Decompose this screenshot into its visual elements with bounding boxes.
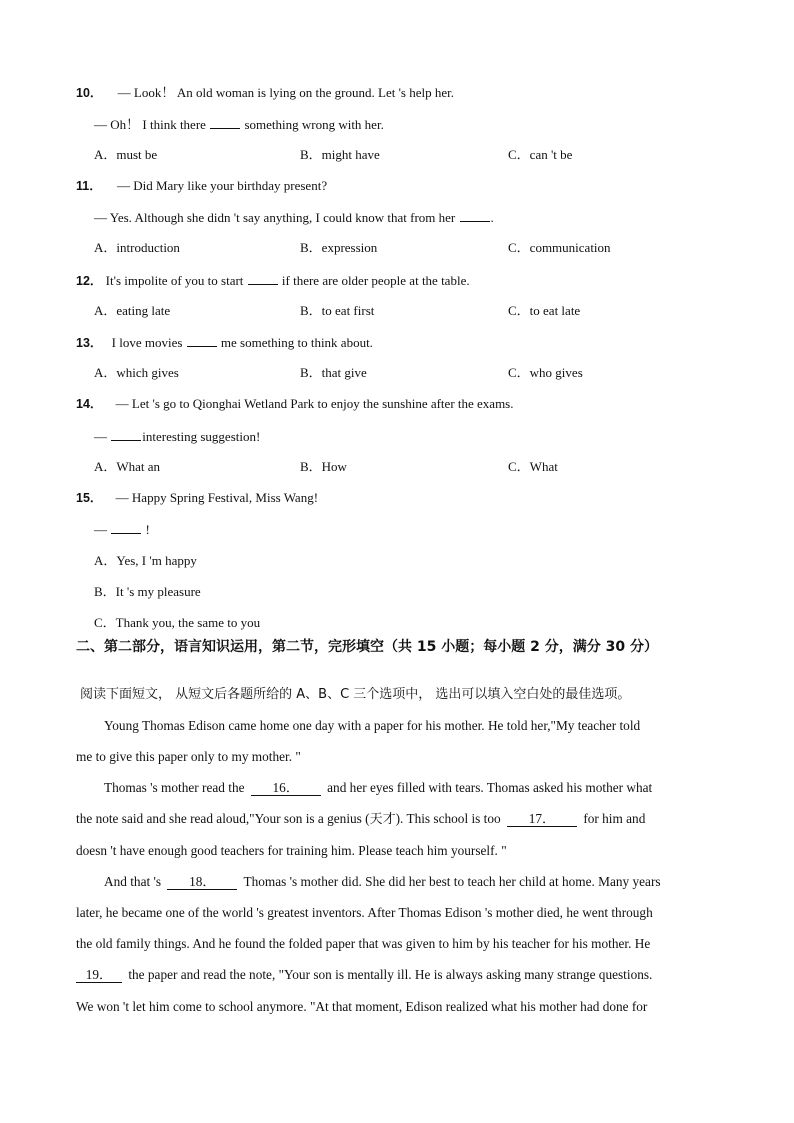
option-c: C．Thank you, the same to you (94, 615, 261, 630)
answer-blank (460, 209, 490, 222)
answer-blank (111, 521, 141, 534)
question-number: 14． (76, 397, 103, 411)
question-number: 13． (76, 336, 103, 350)
option-a: A．What an (94, 459, 161, 474)
cloze-blank-16: 16． (251, 781, 321, 796)
question-10-response: — Oh！ I think there something wrong with her. (94, 117, 384, 132)
question-number: 11． (76, 179, 102, 193)
option-b: B．might have (300, 147, 380, 162)
answer-blank (187, 334, 217, 347)
option-a: A．Yes, I 'm happy (94, 553, 197, 568)
option-a: A．which gives (94, 365, 179, 380)
passage-line: the old family things. And he found the folded paper that was given to him by his teacher for his mother. He (76, 936, 651, 951)
answer-blank (248, 272, 278, 285)
cloze-blank-19: 19． (76, 968, 122, 983)
option-b: B．It 's my pleasure (94, 584, 201, 599)
question-10-stem: 10． — Look！ An old woman is lying on the ground. Let 's help her. (76, 85, 454, 100)
answer-blank (210, 116, 240, 129)
question-13-stem: 13． I love movies me something to think about. (76, 335, 373, 350)
option-c: C．can 't be (508, 147, 573, 162)
passage-line: We won 't let him come to school anymore. "At that moment, Edison realized what his mother had done for (76, 999, 648, 1014)
question-number: 12． (76, 274, 103, 288)
passage-line: me to give this paper only to my mother. " (76, 749, 301, 764)
passage-line: 19． the paper and read the note, "Your son is mentally ill. He is always asking many strange questions. (76, 967, 652, 983)
option-c: C．What (508, 459, 558, 474)
option-a: A．eating late (94, 303, 171, 318)
cloze-blank-17: 17． (507, 812, 577, 827)
passage-line: later, he became one of the world 's greatest inventors. After Thomas Edison 's mother died, he went through (76, 905, 653, 920)
question-number: 10． (76, 86, 103, 100)
option-c: C．to eat late (508, 303, 581, 318)
passage-line: And that 's 18． Thomas 's mother did. She did her best to teach her child at home. Many years (104, 874, 661, 889)
section-heading: 二、第二部分，语言知识运用，第二节，完形填空（共 15 小题；每小题 2 分，满分 30 分） (76, 639, 658, 655)
question-14-response: — interesting suggestion! (94, 429, 261, 444)
option-b: B．How (300, 459, 347, 474)
passage-line: Thomas 's mother read the 16． and her eyes filled with tears. Thomas asked his mother what (104, 780, 653, 795)
question-11-response: — Yes. Although she didn 't say anything, I could know that from her . (94, 210, 494, 225)
answer-blank (111, 428, 141, 441)
question-12-stem: 12． It's impolite of you to start if there are older people at the table. (76, 273, 470, 288)
option-b: B．to eat first (300, 303, 375, 318)
passage-line: the note said and she read aloud,"Your son is a genius (天才). This school is too 17． for him and (76, 811, 646, 827)
question-15-response: — ! (94, 522, 150, 537)
question-14-stem: 14． — Let 's go to Qionghai Wetland Park to enjoy the sunshine after the exams. (76, 396, 514, 411)
question-15-stem: 15． — Happy Spring Festival, Miss Wang! (76, 490, 319, 505)
question-number: 15． (76, 491, 103, 505)
option-c: C．who gives (508, 365, 583, 380)
option-a: A．introduction (94, 240, 180, 255)
option-b: B．expression (300, 240, 378, 255)
option-a: A．must be (94, 147, 158, 162)
cloze-blank-18: 18． (167, 875, 237, 890)
question-11-stem: 11． — Did Mary like your birthday present? (76, 178, 328, 193)
option-b: B．that give (300, 365, 367, 380)
instructions: 阅读下面短文， 从短文后各题所给的 A、B、C 三个选项中， 选出可以填入空白处的最佳选项。 (80, 687, 631, 702)
passage-line: doesn 't have enough good teachers for training him. Please teach him yourself. " (76, 843, 507, 858)
option-c: C．communication (508, 240, 611, 255)
passage-line: Young Thomas Edison came home one day with a paper for his mother. He told her,"My teacher told (104, 718, 641, 733)
